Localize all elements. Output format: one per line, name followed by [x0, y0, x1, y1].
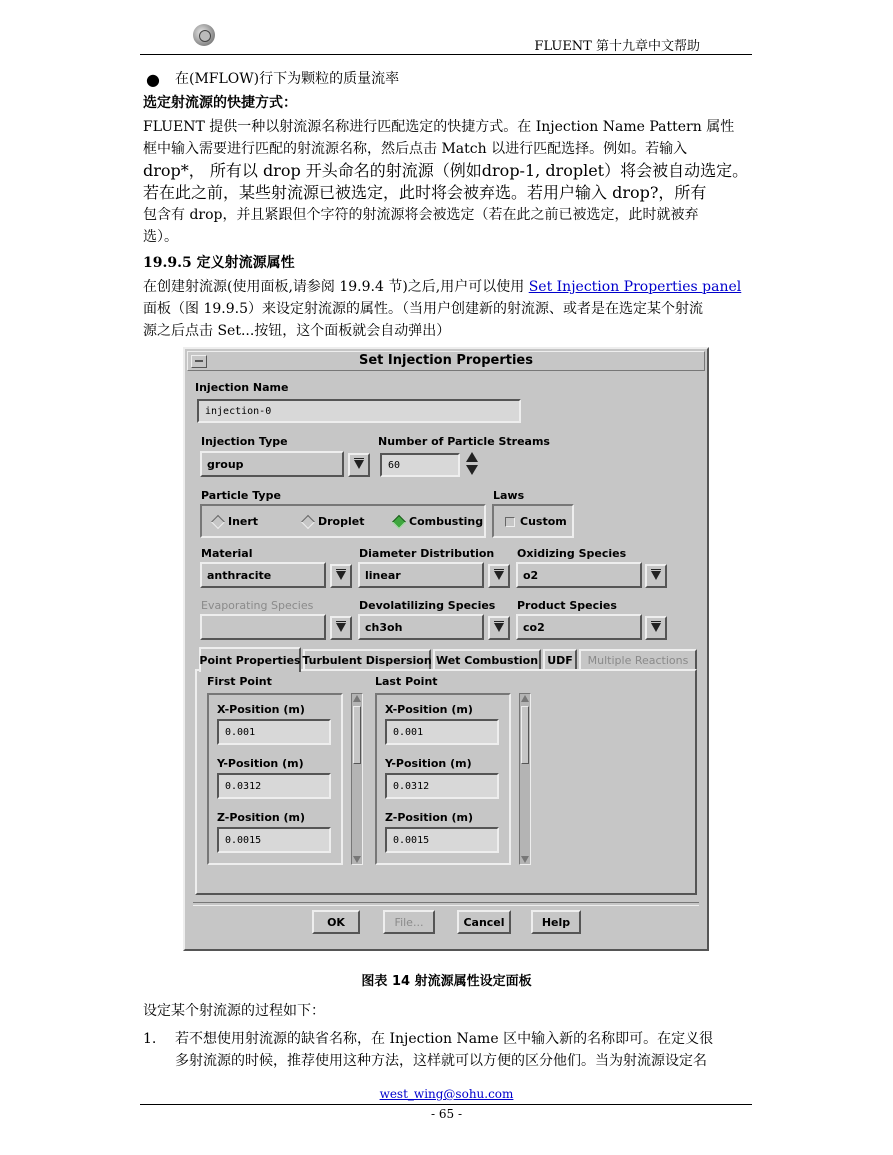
page-number: - 65 -: [430, 1107, 462, 1121]
custom-checkbox-label: Custom: [520, 515, 567, 528]
product-label: Product Species: [517, 599, 617, 612]
para1-line6: 选）。: [143, 229, 178, 245]
radio-droplet-indicator: [301, 514, 315, 528]
diameter-dropdown-icon[interactable]: [488, 564, 510, 588]
injection-name-label: Injection Name: [195, 381, 289, 394]
custom-checkbox[interactable]: [505, 515, 567, 528]
last-point-label: Last Point: [375, 675, 438, 688]
tab-udf[interactable]: UDF: [543, 649, 577, 671]
last-x-input[interactable]: 0.001: [385, 719, 499, 745]
para1-line2: 框中输入需要进行匹配的射流源名称，然后点击 Match 以进行匹配选择。例如。若输入: [143, 141, 688, 157]
laws-label: Laws: [493, 489, 525, 502]
para2-line3: 源之后点击 Set...按钮，这个面板就会自动弹出）: [143, 323, 451, 339]
devolatilizing-select[interactable]: ch3oh: [358, 614, 484, 640]
window-menu-button[interactable]: [191, 355, 207, 368]
radio-droplet-label: Droplet: [318, 515, 365, 528]
para2-line1-text: 在创建射流源(使用面板,请参阅 19.9.4 节)之后,用户可以使用: [143, 279, 529, 295]
devolatilizing-dropdown-icon[interactable]: [488, 616, 510, 640]
para1-line5: 包含有 drop，并且紧跟但个字符的射流源将会被选定（若在此之前已被选定，此时就被弃: [143, 207, 699, 223]
num-streams-label: Number of Particle Streams: [378, 435, 550, 448]
material-select[interactable]: anthracite: [200, 562, 326, 588]
evaporating-dropdown-icon: [330, 616, 352, 640]
tab-multiple-reactions: Multiple Reactions: [579, 649, 697, 671]
oxidizing-dropdown-icon[interactable]: [645, 564, 667, 588]
first-x-label: X-Position (m): [217, 703, 305, 716]
material-label: Material: [201, 547, 253, 560]
diameter-select[interactable]: linear: [358, 562, 484, 588]
radio-inert-label: Inert: [228, 515, 259, 528]
logo-icon: [193, 24, 215, 46]
custom-checkbox-indicator: [505, 517, 515, 527]
injection-name-input[interactable]: injection-0: [197, 399, 521, 423]
tab-point-properties[interactable]: Point Properties: [199, 647, 301, 672]
num-streams-stepper[interactable]: [465, 451, 479, 477]
oxidizing-label: Oxidizing Species: [517, 547, 627, 560]
header-rule: [140, 54, 752, 55]
radio-combusting[interactable]: [394, 515, 483, 528]
item1-line2: 多射流源的时候，推荐使用这种方法，这样就可以方便的区分他们。当为射流源设定名: [175, 1053, 707, 1069]
injection-type-dropdown-icon[interactable]: [348, 453, 370, 477]
injection-type-label: Injection Type: [201, 435, 288, 448]
para1-line3: drop*， 所有以 drop 开头命名的射流源（例如drop-1, droplet）将会被自动选定。: [143, 161, 749, 180]
footer-email: [0, 1087, 893, 1101]
first-z-label: Z-Position (m): [217, 811, 306, 824]
bullet-text: 在(MFLOW)行下为颗粒的质量流率: [175, 71, 400, 87]
material-dropdown-icon[interactable]: [330, 564, 352, 588]
first-y-label: Y-Position (m): [217, 757, 304, 770]
footer-email-link[interactable]: west_wing@sohu.com: [379, 1087, 514, 1101]
para2-line2: 面板（图 19.9.5）来设定射流源的属性。（当用户创建新的射流源、或者是在选定某个射流: [143, 301, 703, 317]
last-point-scrollbar[interactable]: [519, 693, 531, 865]
para3: 设定某个射流源的过程如下：: [143, 1003, 325, 1019]
first-z-input[interactable]: 0.0015: [217, 827, 331, 853]
num-streams-input[interactable]: 60: [380, 453, 460, 477]
cancel-button[interactable]: Cancel: [457, 910, 511, 934]
evaporating-select: [200, 614, 326, 640]
file-button: File...: [383, 910, 435, 934]
radio-droplet[interactable]: [303, 515, 364, 528]
first-y-input[interactable]: 0.0312: [217, 773, 331, 799]
dialog-title: Set Injection Properties: [358, 353, 533, 368]
particle-type-label: Particle Type: [201, 489, 281, 502]
oxidizing-select[interactable]: o2: [516, 562, 642, 588]
set-injection-properties-dialog: [183, 347, 709, 951]
ok-button[interactable]: OK: [312, 910, 360, 934]
diameter-label: Diameter Distribution: [359, 547, 495, 560]
item1-text: [175, 1028, 753, 1072]
para2-line1: [143, 276, 750, 298]
tab-wet-combustion[interactable]: Wet Combustion: [433, 649, 541, 671]
injection-type-select[interactable]: group: [200, 451, 344, 477]
set-injection-properties-link[interactable]: Set Injection Properties panel: [528, 279, 742, 295]
product-select[interactable]: co2: [516, 614, 642, 640]
radio-inert-indicator: [211, 514, 225, 528]
first-point-label: First Point: [207, 675, 272, 688]
first-x-input[interactable]: 0.001: [217, 719, 331, 745]
para1-line1: FLUENT 提供一种以射流源名称进行匹配选定的快捷方式。在 Injection Name Pattern 属性: [143, 119, 735, 135]
last-x-label: X-Position (m): [385, 703, 473, 716]
button-separator: [193, 902, 699, 906]
dialog-titlebar: [187, 351, 705, 371]
bullet-icon: ●: [146, 70, 160, 89]
help-button[interactable]: Help: [531, 910, 581, 934]
last-z-input[interactable]: 0.0015: [385, 827, 499, 853]
evaporating-label: Evaporating Species: [201, 599, 314, 612]
header-title: FLUENT 第十九章中文帮助: [534, 39, 700, 54]
item1-number: 1.: [143, 1031, 157, 1047]
last-z-label: Z-Position (m): [385, 811, 474, 824]
section-title: 19.9.5 定义射流源属性: [143, 255, 295, 271]
item1-line1: 若不想使用射流源的缺省名称，在 Injection Name 区中输入新的名称即可。在定义很: [175, 1031, 714, 1047]
last-y-label: Y-Position (m): [385, 757, 472, 770]
heading-shortcut: 选定射流源的快捷方式：: [143, 95, 297, 111]
devolatilizing-label: Devolatilizing Species: [359, 599, 496, 612]
figure-caption: 图表 14 射流源属性设定面板: [361, 974, 532, 989]
tab-turbulent-dispersion[interactable]: Turbulent Dispersion: [303, 649, 431, 671]
para2: [143, 276, 750, 342]
footer-rule: [140, 1104, 752, 1105]
radio-inert[interactable]: [213, 515, 258, 528]
radio-combusting-label: Combusting: [409, 515, 484, 528]
radio-combusting-indicator: [392, 514, 406, 528]
last-y-input[interactable]: 0.0312: [385, 773, 499, 799]
product-dropdown-icon[interactable]: [645, 616, 667, 640]
para1-line4: 若在此之前，某些射流源已被选定，此时将会被弃选。若用户输入 drop?，所有: [143, 183, 707, 202]
first-point-scrollbar[interactable]: [351, 693, 363, 865]
para1: [143, 116, 750, 248]
